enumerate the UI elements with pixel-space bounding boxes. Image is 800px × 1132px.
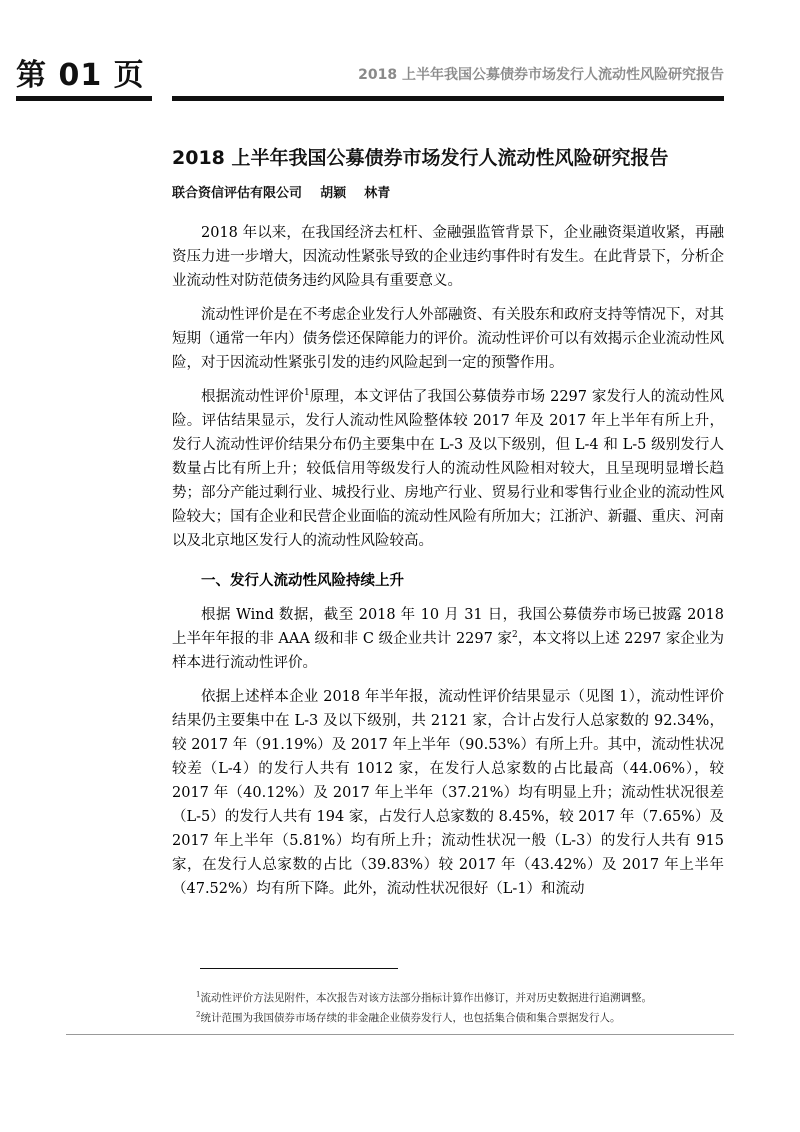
paragraph-definition: 流动性评价是在不考虑企业发行人外部融资、有关股东和政府支持等情况下，对其短期（通常一年内）债务偿还保障能力的评价。流动性评价可以有效揭示企业流动性风险，对于因流动性紧张引发的违约风险起到一定的预警作用。 [172, 307, 724, 371]
page-bottom-rule [66, 1034, 734, 1035]
section-heading-1: 一、发行人流动性风险持续上升 [201, 573, 404, 589]
footnote-1-text: 流动性评价方法见附件，本次报告对该方法部分指标计算作出修订，并对历史数据进行追溯调整。 [200, 992, 652, 1004]
footnote-1-mark: 1 [196, 990, 201, 999]
paragraph-results: 依据上述样本企业 2018 年半年报，流动性评价结果显示（见图 1），流动性评价结果仍主要集中在 L-3 及以下级别，共 2121 家，合计占发行人总家数的 92.34%，较 2017 年（91.19%）及 2017 年上半年（90.53%）有所上升。其中，流动性状况较差（L-4）的发行人共有 1012 家，在发行人总家数的占比最高（44.06%），较 2017 年（40.12%）及 2017 年上半年（37.21%）均有明显上升；流动性状况很差（L-5）的发行人共有 194 家，占发行人总家数的 8.45%，较 2017 年（7.65%）及 2017 年上半年（5.81%）均有所上升；流动性状况一般（L-3）的发行人共有 915 家，在发行人总家数的占比（39.83%）较 2017 年（43.42%）及 2017 年上半年（47.52%）均有所下降。此外，流动性状况很好（L-1）和流动 [172, 689, 724, 897]
paragraph-sample-start: 根据 Wind 数据，截至 2018 年 10 月 31 日，我国公募债券市场已披露 2018 上半年年报的非 AAA 级和非 C 级企业共计 2297 家 [172, 607, 724, 647]
footnote-ref-2: 2 [512, 630, 518, 641]
document-body [172, 221, 724, 911]
paragraph-sample [172, 603, 724, 675]
document-title: 2018 上半年我国公募债券市场发行人流动性风险研究报告 [172, 147, 669, 169]
header-rule-left [16, 96, 152, 101]
paragraph-summary [172, 385, 724, 553]
footnote-ref-1: 1 [303, 388, 310, 399]
paragraph-summary-start: 根据流动性评价 [201, 389, 304, 405]
paragraph-sample-rest: ，本文将以上述 2297 家企业为样本进行流动性评价。 [172, 631, 724, 671]
page-number-label: 第 01 页 [16, 58, 145, 93]
paragraph-summary-rest: 原理，本文评估了我国公募债券市场 2297 家发行人的流动性风险。评估结果显示，发行人流动性风险整体较 2017 年及 2017 年上半年有所上升，发行人流动性评价结果分布仍主要集中在 L-3 及以下级别，但 L-4 和 L-5 级别发行人数量占比有所上升；较低信用等级发行人的流动性风险相对较大，且呈现明显增长趋势；部分产能过剩行业、城投行业、房地产行业、贸易行业和零售行业企业的流动性风险较大；国有企业和民营企业面临的流动性风险有所加大；江浙沪、新疆、重庆、河南以及北京地区发行人的流动性风险较高。 [172, 389, 725, 549]
footnote-2 [196, 1008, 736, 1028]
footnote-2-mark: 2 [196, 1010, 201, 1019]
paragraph-intro: 2018 年以来，在我国经济去杠杆、金融强监管背景下，企业融资渠道收紧，再融资压力进一步增大，因流动性紧张导致的企业违约事件时有发生。在此背景下，分析企业流动性对防范债务违约风险具有重要意义。 [172, 225, 724, 289]
footnote-separator [200, 968, 398, 969]
footnote-2-text: 统计范围为我国债券市场存续的非金融企业债券发行人，也包括集合债和集合票据发行人。 [200, 1012, 621, 1024]
footnotes [196, 988, 736, 1028]
authors-line: 联合资信评估有限公司 胡颖 林青 [172, 186, 391, 201]
header-rule-right [172, 96, 724, 101]
running-header-title: 2018 上半年我国公募债券市场发行人流动性风险研究报告 [358, 67, 724, 83]
footnote-1 [196, 988, 736, 1008]
